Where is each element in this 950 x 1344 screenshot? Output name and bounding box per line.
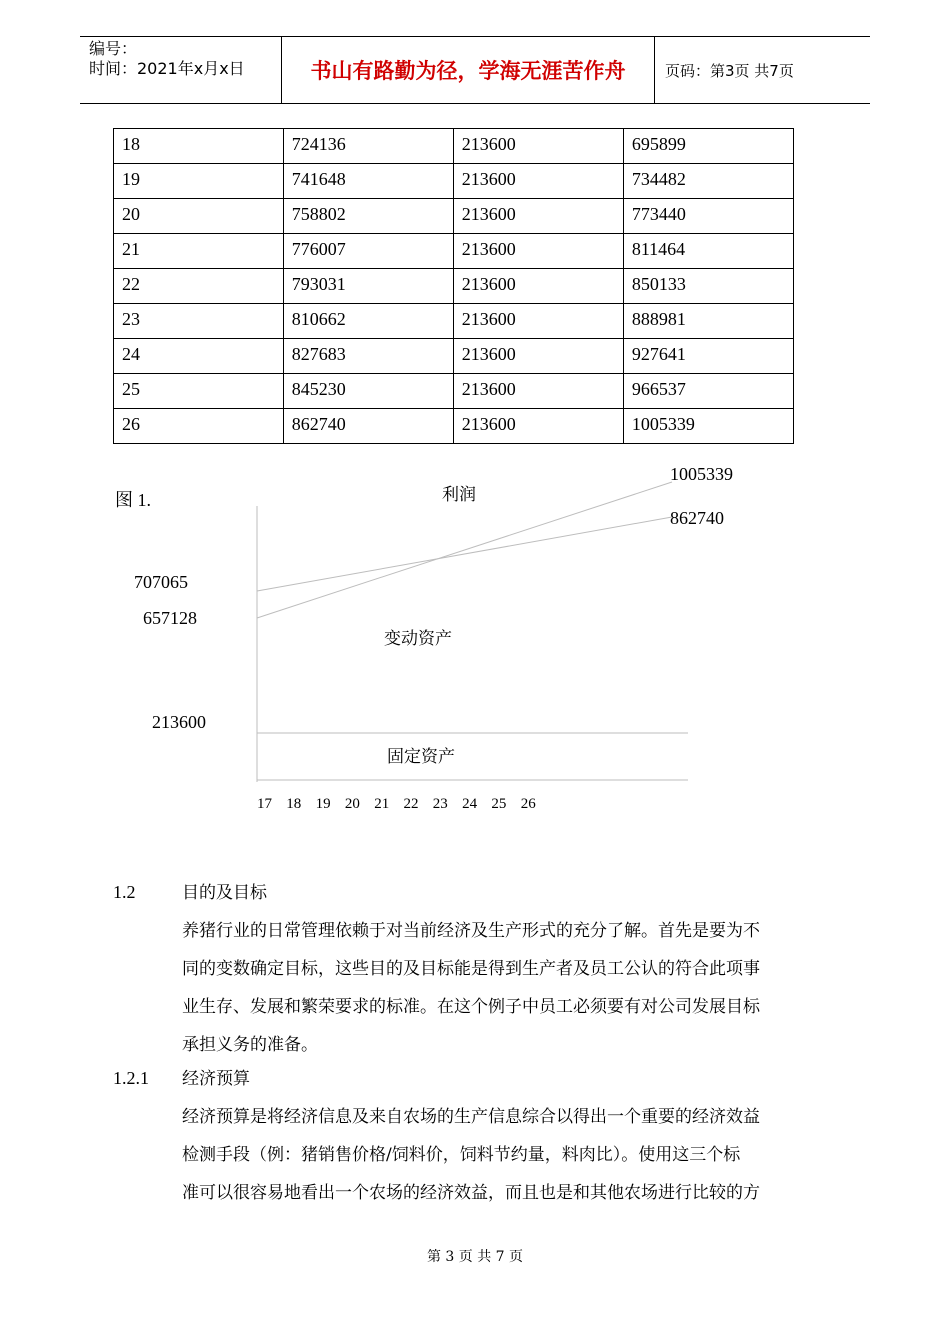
table-cell: 22 bbox=[114, 269, 284, 304]
table-cell: 773440 bbox=[623, 199, 793, 234]
paragraph-line: 检测手段（例：猪销售价格/饲料价，饲料节约量，料肉比）。使用这三个标 bbox=[182, 1145, 741, 1165]
section-1-2-1-number: 1.2.1 bbox=[113, 1068, 149, 1088]
section-1-2-title: 目的及目标 bbox=[182, 883, 267, 903]
end-label: 1005339 bbox=[670, 464, 733, 484]
table-cell: 888981 bbox=[623, 304, 793, 339]
header-motto: 书山有路勤为径，学海无涯苦作舟 bbox=[281, 37, 655, 103]
table-row bbox=[114, 339, 794, 374]
region-label-profit: 利润 bbox=[442, 485, 476, 505]
section-1-2-1-title: 经济预算 bbox=[182, 1069, 250, 1089]
x-tick-label: 24 bbox=[462, 796, 478, 812]
table-cell: 827683 bbox=[283, 339, 453, 374]
y-label: 213600 bbox=[152, 712, 206, 732]
table-cell: 966537 bbox=[623, 374, 793, 409]
section-1-2-paragraph bbox=[182, 912, 760, 1064]
table-cell: 23 bbox=[114, 304, 284, 339]
paragraph-line: 业生存、发展和繁荣要求的标准。在这个例子中员工必须要有对公司发展目标 bbox=[182, 997, 760, 1017]
x-tick-label: 25 bbox=[491, 796, 507, 812]
table-cell: 734482 bbox=[623, 164, 793, 199]
table-cell: 724136 bbox=[283, 129, 453, 164]
table-cell: 21 bbox=[114, 234, 284, 269]
region-label-fixed-assets: 固定资产 bbox=[387, 747, 455, 767]
end-label: 862740 bbox=[670, 508, 724, 528]
x-tick-label: 20 bbox=[344, 796, 360, 812]
table-cell: 1005339 bbox=[623, 409, 793, 444]
series-line-a bbox=[257, 517, 672, 591]
number-label: 编号： bbox=[89, 39, 138, 58]
table-row bbox=[114, 269, 794, 304]
x-tick-label: 23 bbox=[432, 796, 448, 812]
table-row bbox=[114, 374, 794, 409]
paragraph-line: 养猪行业的日常管理依赖于对当前经济及生产形式的充分了解。首先是要为不 bbox=[182, 921, 760, 941]
x-tick-label: 22 bbox=[403, 796, 419, 812]
x-tick-label: 19 bbox=[315, 796, 331, 812]
paragraph-line: 同的变数确定目标，这些目的及目标能是得到生产者及员工公认的符合此项事 bbox=[182, 959, 760, 979]
header-meta bbox=[80, 37, 281, 103]
page-header bbox=[80, 36, 870, 104]
table-cell: 793031 bbox=[283, 269, 453, 304]
table-cell: 213600 bbox=[453, 234, 623, 269]
table-row bbox=[114, 129, 794, 164]
section-1-2-number: 1.2 bbox=[113, 882, 136, 902]
table-cell: 927641 bbox=[623, 339, 793, 374]
table-cell: 26 bbox=[114, 409, 284, 444]
table-row bbox=[114, 164, 794, 199]
table-cell: 213600 bbox=[453, 304, 623, 339]
table-cell: 213600 bbox=[453, 374, 623, 409]
x-tick-label: 26 bbox=[520, 796, 536, 812]
table-cell: 758802 bbox=[283, 199, 453, 234]
table-cell: 810662 bbox=[283, 304, 453, 339]
chart bbox=[0, 450, 950, 830]
table-cell: 213600 bbox=[453, 269, 623, 304]
table-cell: 850133 bbox=[623, 269, 793, 304]
table-cell: 776007 bbox=[283, 234, 453, 269]
table-cell: 25 bbox=[114, 374, 284, 409]
figure-label: 图 1. bbox=[115, 490, 151, 510]
table-cell: 213600 bbox=[453, 199, 623, 234]
table-cell: 695899 bbox=[623, 129, 793, 164]
paragraph-line: 经济预算是将经济信息及来自农场的生产信息综合以得出一个重要的经济效益 bbox=[182, 1107, 760, 1127]
table-cell: 20 bbox=[114, 199, 284, 234]
table-cell: 18 bbox=[114, 129, 284, 164]
paragraph-line: 承担义务的准备。 bbox=[182, 1035, 318, 1055]
time-label: 时间：2021年x月x日 bbox=[89, 59, 245, 78]
table-cell: 845230 bbox=[283, 374, 453, 409]
table-cell: 213600 bbox=[453, 164, 623, 199]
table-cell: 213600 bbox=[453, 409, 623, 444]
y-label: 657128 bbox=[143, 608, 197, 628]
table-cell: 741648 bbox=[283, 164, 453, 199]
header-page-info: 页码：第3页 共7页 bbox=[665, 61, 794, 80]
data-table bbox=[113, 128, 794, 444]
table-row bbox=[114, 234, 794, 269]
table-cell: 811464 bbox=[623, 234, 793, 269]
table-row bbox=[114, 409, 794, 444]
y-label: 707065 bbox=[134, 572, 188, 592]
table-cell: 19 bbox=[114, 164, 284, 199]
x-tick-label: 17 bbox=[257, 796, 272, 812]
table-cell: 24 bbox=[114, 339, 284, 374]
table-cell: 213600 bbox=[453, 339, 623, 374]
section-1-2-1-paragraph bbox=[182, 1098, 760, 1212]
region-label-variable-assets: 变动资产 bbox=[384, 629, 452, 649]
table-row bbox=[114, 199, 794, 234]
table-cell: 213600 bbox=[453, 129, 623, 164]
table-row bbox=[114, 304, 794, 339]
page-footer: 第 3 页 共 7 页 bbox=[426, 1249, 524, 1265]
paragraph-line: 准可以很容易地看出一个农场的经济效益，而且也是和其他农场进行比较的方 bbox=[182, 1183, 760, 1203]
x-tick-label: 21 bbox=[374, 796, 390, 812]
table-cell: 862740 bbox=[283, 409, 453, 444]
x-tick-label: 18 bbox=[286, 796, 302, 812]
